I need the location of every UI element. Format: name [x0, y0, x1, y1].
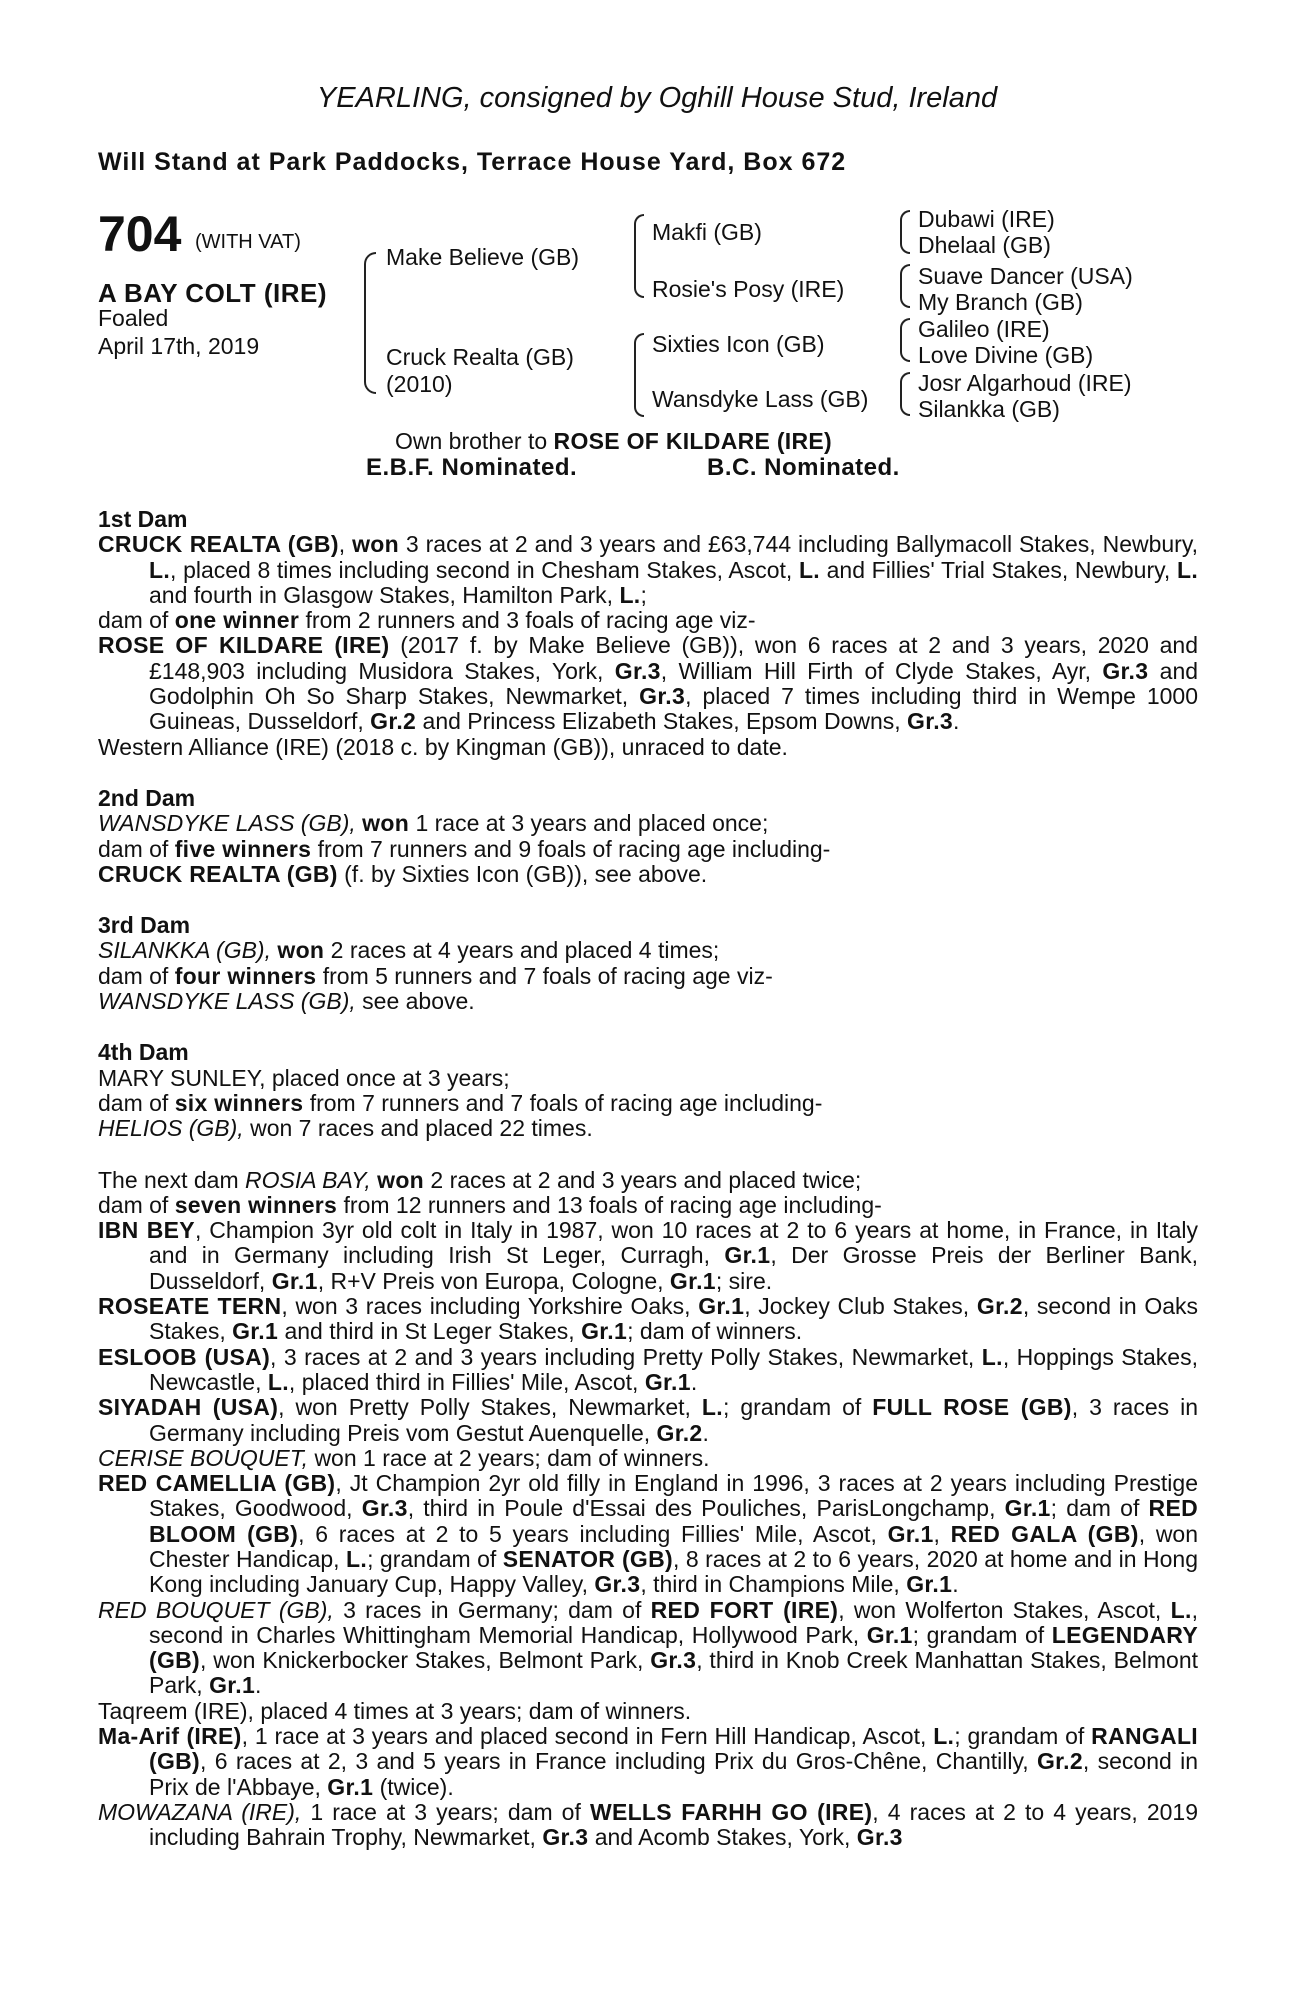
ggsire-3: Galileo (IRE) — [918, 316, 1050, 342]
brace-g2 — [900, 264, 910, 308]
bold-text: L. — [267, 1368, 289, 1395]
record-text: and third in St Leger Stakes, — [284, 1318, 575, 1345]
italic-name: CERISE BOUQUET, — [98, 1444, 309, 1471]
record-text: , won Wolferton Stakes, Ascot, — [838, 1596, 1162, 1623]
brace-g3 — [900, 318, 910, 362]
record-text: and fourth in Glasgow Stakes, Hamilton Park, — [149, 581, 614, 608]
bold-text: Gr.1 — [209, 1672, 256, 1699]
record-text: , 6 races at 2, 3 and 5 years in France including Prix du Gros-Chêne, Chantilly, — [200, 1748, 1029, 1775]
produce-record — [98, 1218, 1198, 1294]
record-text: dam of — [98, 1191, 169, 1218]
bold-text: L. — [1170, 1596, 1192, 1623]
bold-text: six winners — [174, 1089, 304, 1116]
record-text: won 1 race at 2 years; dam of winners. — [314, 1444, 710, 1471]
record-text: , won Pretty Polly Stakes, Newmarket, — [278, 1394, 691, 1421]
record-text: , 4 races at 2 to 4 years, 2019 including Bahrain Trophy, Newmarket, — [149, 1798, 1199, 1851]
consignor-line: YEARLING, consigned by Oghill House Stud, Ireland — [316, 82, 998, 114]
brace-g4 — [900, 372, 910, 416]
produce-record — [98, 1800, 1198, 1851]
ebf-nominated: E.B.F. Nominated. — [366, 454, 578, 481]
bold-text: seven winners — [174, 1191, 338, 1218]
record-text: and Fillies' Trial Stakes, Newbury, — [826, 556, 1171, 583]
bold-text: Gr.1 — [327, 1773, 374, 1800]
record-text: , second in Charles Whittingham Memorial Handicap, Hollywood Park, — [149, 1596, 1199, 1648]
record-text: 2 races at 4 years and placed 4 times; — [330, 937, 720, 964]
bold-text: Gr.3 — [361, 1495, 408, 1522]
record-text: , R+V Preis von Europa, Cologne, — [317, 1267, 664, 1294]
own-brother-line: Own brother to ROSE OF KILDARE (IRE) — [395, 428, 833, 454]
produce-record — [98, 862, 1198, 887]
record-text: won 7 races and placed 22 times. — [250, 1115, 593, 1142]
record-text: 3 races in Germany; dam of — [343, 1596, 642, 1623]
vat-label: (WITH VAT) — [195, 231, 301, 253]
produce-record — [98, 1446, 1198, 1471]
record-text: , won Knickerbocker Stakes, Belmont Park, — [200, 1647, 644, 1674]
record-text: , William Hill Firth of Clyde Stakes, Ayr, — [660, 657, 1092, 684]
record-text: , second in Oaks Stakes, — [149, 1293, 1199, 1345]
bold-text: CRUCK REALTA (GB) — [98, 860, 338, 887]
ggsire-4: Josr Algarhoud (IRE) — [918, 370, 1132, 396]
dam-record: MARY SUNLEY, placed once at 3 years; — [98, 1064, 510, 1091]
record-text: , won 3 races including Yorkshire Oaks, — [281, 1293, 691, 1320]
record-text: ; grandam of — [912, 1621, 1045, 1648]
bold-text: RED BLOOM (GB) — [149, 1495, 1198, 1547]
sire: Make Believe (GB) — [386, 244, 580, 270]
dam-line-brace — [634, 333, 644, 417]
own-brother-name: ROSE OF KILDARE (IRE) — [553, 428, 833, 454]
bold-text: Gr.1 — [724, 1242, 771, 1269]
produce-record: ROSE OF KILDARE (IRE) (2017 f. by Make Believe (GB)), won 6 races at 2 and 3 years, 2020 and £148,903 including Musidora Stakes, York, Gr.3, William Hill Firth of Clyde Stakes, Ayr, Gr.3 and Godolphin Oh So Sharp Stakes, Newmarket, Gr.3, placed 7 times including third in Wempe 1000 Guineas, Dusseldorf, Gr.2 and Princess Elizabeth Stakes, Epsom Downs, Gr.3. — [98, 632, 1199, 735]
dam: Cruck Realta (GB) — [386, 344, 574, 370]
bold-text: Gr.3 — [1102, 657, 1149, 684]
italic-name: SILANKKA (GB), — [98, 937, 271, 964]
bold-text: Gr.3 — [542, 1824, 589, 1851]
dams-dam: Wansdyke Lass (GB) — [652, 386, 869, 412]
record-text: , third in Champions Mile, — [640, 1571, 900, 1598]
record-text: ; grandam of — [722, 1394, 862, 1421]
bold-text: won — [377, 1166, 425, 1193]
dam-of-line — [98, 964, 1198, 989]
produce-record: ESLOOB (USA), 3 races at 2 and 3 years including Pretty Polly Stakes, Newmarket, L., Hoppings Stakes, Newcastle, L., placed third in Fillies' Mile, Ascot, Gr.1. — [98, 1343, 1198, 1395]
record-text: dam of — [98, 962, 169, 989]
bold-text: Gr.1 — [698, 1293, 745, 1320]
first-dam-section — [98, 507, 1198, 1851]
produce-record: SIYADAH (USA), won Pretty Polly Stakes, Newmarket, L.; grandam of FULL ROSE (GB), 3 races in Germany including Preis vom Gestut Auenquelle, Gr.2. — [98, 1394, 1198, 1446]
ggsire-2: Suave Dancer (USA) — [918, 263, 1133, 289]
bold-text: L. — [981, 1343, 1003, 1370]
bold-text: RED CAMELLIA (GB) — [98, 1470, 336, 1497]
record-text: , 6 races at 2 to 5 years including Fillies' Mile, Ascot, — [298, 1520, 877, 1547]
section-heading: 3rd Dam — [98, 912, 191, 939]
bc-nominated: B.C. Nominated. — [707, 454, 900, 481]
sire-line-brace — [634, 214, 644, 298]
bold-text: Gr.1 — [1004, 1495, 1051, 1522]
record-text: (2017 f. by Make Believe (GB)), won 6 races at 2 and 3 years, 2020 and £148,903 including Musidora Stakes, York, — [149, 632, 1198, 684]
bold-text: Gr.3 — [856, 1824, 903, 1851]
bold-text: Gr.2 — [1036, 1748, 1083, 1775]
record-text: from 7 runners and 7 foals of racing age including- — [309, 1089, 823, 1116]
brace-g1 — [900, 210, 910, 254]
record-text: 1 race at 3 years; dam of — [310, 1798, 581, 1825]
record-text: , 3 races in Germany including Preis vom Gestut Auenquelle, — [149, 1394, 1198, 1446]
produce-record — [98, 989, 1198, 1014]
record-text: ; dam of winners. — [627, 1318, 803, 1345]
bold-text: WELLS FARHH GO (IRE) — [589, 1798, 873, 1825]
stand-location: Will Stand at Park Paddocks, Terrace House Yard, Box 672 — [98, 148, 847, 176]
lot-name: A BAY COLT (IRE) — [98, 278, 328, 308]
bold-text: Gr.3 — [639, 683, 686, 710]
bold-text: Gr.3 — [594, 1571, 641, 1598]
section-heading: 1st Dam — [98, 506, 188, 532]
bold-text: L. — [701, 1394, 723, 1421]
ggdam-3: Love Divine (GB) — [918, 342, 1094, 368]
bold-text: SIYADAH (USA) — [98, 1394, 279, 1421]
bold-text: L. — [619, 581, 641, 608]
section-heading: 4th Dam — [98, 1039, 189, 1066]
italic-name: MOWAZANA (IRE), — [98, 1798, 302, 1825]
foaled-date: April 17th, 2019 — [98, 333, 260, 359]
lot-number: 704 — [98, 206, 182, 262]
dam-of-line — [98, 837, 1198, 862]
bold-text: Gr.3 — [650, 1647, 697, 1674]
dams-sire: Sixties Icon (GB) — [652, 331, 825, 357]
sires-sire: Makfi (GB) — [652, 219, 762, 245]
record-text: , third in Poule d'Essai des Pouliches, ParisLongchamp, — [407, 1495, 996, 1522]
italic-name: RED BOUQUET (GB), — [98, 1596, 334, 1623]
bold-text: Gr.1 — [644, 1368, 691, 1395]
record-text: , second in Prix de l'Abbaye, — [149, 1748, 1198, 1800]
bold-text: Gr.2 — [976, 1293, 1023, 1320]
bold-text: RANGALI (GB) — [149, 1723, 1198, 1775]
record-text: (f. by Sixties Icon (GB)), see above. — [344, 860, 708, 887]
record-text: , 1 race at 3 years and placed second in Fern Hill Handicap, Ascot, — [241, 1723, 927, 1750]
italic-name: ROSIA BAY, — [245, 1166, 371, 1193]
record-text: , third in Knob Creek Manhattan Stakes, Belmont Park, — [149, 1647, 1199, 1699]
bold-text: four winners — [174, 962, 317, 989]
bold-text: RED FORT (IRE) — [650, 1596, 839, 1623]
bold-text: one winner — [174, 607, 300, 634]
ggsire-1: Dubawi (IRE) — [918, 206, 1055, 232]
foaled-label: Foaled — [98, 305, 169, 331]
record-text: , Der Grosse Preis der Berliner Bank, Dusseldorf, — [149, 1242, 1198, 1294]
record-text: ; dam of — [1050, 1495, 1140, 1522]
record-text: from 12 runners and 13 foals of racing age including- — [343, 1191, 882, 1218]
produce-record: RED BOUQUET (GB), 3 races in Germany; dam of RED FORT (IRE), won Wolferton Stakes, Ascot, L., second in Charles Whittingham Memorial Handicap, Hollywood Park, Gr.1; grandam of LEGENDARY (GB), won Knickerbocker Stakes, Belmont Park, Gr.3, third in Knob Creek Manhattan Stakes, Belmont Park, Gr.1. — [98, 1596, 1199, 1699]
produce-record — [98, 1294, 1198, 1345]
sires-dam: Rosie's Posy (IRE) — [652, 276, 845, 302]
bold-text: L. — [933, 1723, 955, 1750]
record-text: dam of — [98, 835, 169, 862]
dam-of-line — [98, 1193, 1198, 1218]
record-text: , 8 races at 2 to 6 years, 2020 at home and in Hong Kong including January Cup, Happy Valley, — [149, 1545, 1199, 1598]
produce-record: Western Alliance (IRE) (2018 c. by Kingman (GB)), unraced to date. — [98, 733, 788, 760]
dam-record — [98, 938, 1198, 963]
dam-year: (2010) — [386, 371, 453, 397]
italic-name: WANSDYKE LASS (GB), — [98, 810, 356, 837]
record-text: , placed 8 times including second in Chesham Stakes, Ascot, — [170, 556, 793, 583]
record-text: ; grandam of — [954, 1723, 1085, 1750]
bold-text: Gr.1 — [866, 1621, 913, 1648]
bold-text: CRUCK REALTA (GB) — [98, 531, 339, 558]
record-text: from 5 runners and 7 foals of racing age viz- — [322, 962, 773, 989]
dam-record: CRUCK REALTA (GB), won 3 races at 2 and 3 years and £63,744 including Ballymacoll Stakes, Newbury, L., placed 8 times including second in Chesham Stakes, Ascot, L. and Fillies' Trial Stakes, Newbury, L. and fourth in Glasgow Stakes, Hamilton Park, L.; — [98, 531, 1199, 608]
record-text: , Champion 3yr old colt in Italy in 1987, won 10 races at 2 to 6 years at home, in France, in Italy and in Germany including Irish St Leger, Curragh, — [149, 1217, 1198, 1269]
record-text: ; sire. — [715, 1267, 773, 1294]
bold-text: Gr.1 — [906, 1571, 953, 1598]
record-text: and Princess Elizabeth Stakes, Epsom Downs, — [422, 708, 901, 735]
ggdam-4: Silankka (GB) — [918, 396, 1060, 422]
record-text: , Hoppings Stakes, Newcastle, — [149, 1343, 1198, 1395]
italic-name: HELIOS (GB), — [98, 1115, 244, 1142]
italic-name: WANSDYKE LASS (GB), — [98, 988, 356, 1015]
bold-text: Gr.1 — [232, 1318, 279, 1345]
bold-text: L. — [798, 556, 820, 583]
bold-text: five winners — [174, 835, 312, 862]
record-text: , won Chester Handicap, — [149, 1520, 1199, 1572]
bold-text: won — [277, 937, 325, 964]
produce-record: RED CAMELLIA (GB), Jt Champion 2yr old filly in England in 1996, 3 races at 2 years including Prestige Stakes, Goodwood, Gr.3, third in Poule d'Essai des Pouliches, ParisLongchamp, Gr.1; dam of RED BLOOM (GB), 6 races at 2 to 5 years including Fillies' Mile, Ascot, Gr.1, RED GALA (GB), won Chester Handicap, L.; grandam of SENATOR (GB), 8 races at 2 to 6 years, 2020 at home and in Hong Kong including January Cup, Happy Valley, Gr.3, third in Champions Mile, Gr.1. — [98, 1470, 1199, 1598]
bold-text: L. — [346, 1545, 368, 1572]
record-text: and Godolphin Oh So Sharp Stakes, Newmarket, — [149, 657, 1199, 710]
bold-text: ROSEATE TERN — [98, 1293, 282, 1320]
record-text: 2 races at 2 and 3 years and placed twice; — [430, 1166, 862, 1193]
record-text: , 3 races at 2 and 3 years including Pretty Polly Stakes, Newmarket, — [270, 1343, 975, 1370]
bold-text: Gr.1 — [887, 1520, 934, 1547]
bold-text: FULL ROSE (GB) — [872, 1394, 1072, 1421]
produce-record: Taqreem (IRE), placed 4 times at 3 years; dam of winners. — [98, 1697, 692, 1724]
bold-text: Ma-Arif (IRE) — [98, 1723, 242, 1750]
bold-text: Gr.2 — [656, 1419, 703, 1446]
bold-text: won — [352, 531, 399, 558]
ggdam-2: My Branch (GB) — [918, 289, 1083, 315]
record-text: see above. — [362, 988, 475, 1015]
bold-text: Gr.1 — [669, 1267, 716, 1294]
dam-record — [98, 811, 1198, 836]
ggdam-1: Dhelaal (GB) — [918, 232, 1051, 258]
bold-text: L. — [1176, 556, 1199, 583]
record-text: dam of — [98, 607, 169, 634]
produce-record — [98, 1116, 1198, 1141]
bold-text: ESLOOB (USA) — [98, 1343, 271, 1370]
record-text: 1 race at 3 years and placed once; — [415, 810, 769, 837]
dam-of-line — [98, 1091, 1198, 1116]
dam-of-line — [98, 608, 1198, 633]
record-text: from 2 runners and 3 foals of racing age viz- — [305, 607, 756, 634]
next-dam-record — [98, 1168, 1198, 1193]
sire-dam-brace — [364, 252, 376, 394]
produce-record — [98, 1724, 1198, 1800]
bold-text: RED GALA (GB) — [950, 1520, 1139, 1547]
bold-text: Gr.1 — [271, 1267, 318, 1294]
record-text: from 7 runners and 9 foals of racing age including- — [317, 835, 831, 862]
bold-text: SENATOR (GB) — [502, 1545, 673, 1572]
bold-text: Gr.3 — [614, 657, 661, 684]
bold-text: L. — [149, 556, 171, 583]
record-text: , Jockey Club Stakes, — [744, 1293, 970, 1320]
record-text: The next dam — [98, 1166, 239, 1193]
record-text: , — [933, 1520, 940, 1547]
bold-text: IBN BEY — [98, 1217, 195, 1244]
bold-text: Gr.1 — [581, 1318, 628, 1345]
foaled-info — [98, 304, 259, 360]
record-text: dam of — [98, 1089, 169, 1116]
record-text: , placed 7 times including third in Wempe 1000 Guineas, Dusseldorf, — [149, 683, 1199, 735]
record-text: (twice). — [379, 1773, 454, 1800]
bold-text: won — [362, 810, 410, 837]
record-text: 3 races at 2 and 3 years and £63,744 including Ballymacoll Stakes, Newbury, — [405, 531, 1199, 558]
section-heading: 2nd Dam — [98, 784, 196, 811]
bold-text: ROSE OF KILDARE (IRE) — [98, 632, 390, 659]
record-text: , Jt Champion 2yr old filly in England in 1996, 3 races at 2 years including Prestige Stakes, Goodwood, — [149, 1470, 1198, 1522]
record-text: and Acomb Stakes, York, — [594, 1824, 851, 1851]
record-text: , placed third in Fillies' Mile, Ascot, — [288, 1368, 639, 1395]
bold-text: LEGENDARY (GB) — [149, 1621, 1198, 1674]
bold-text: Gr.2 — [370, 708, 417, 735]
bold-text: Gr.3 — [907, 708, 954, 735]
record-text: ; grandam of — [367, 1545, 497, 1572]
